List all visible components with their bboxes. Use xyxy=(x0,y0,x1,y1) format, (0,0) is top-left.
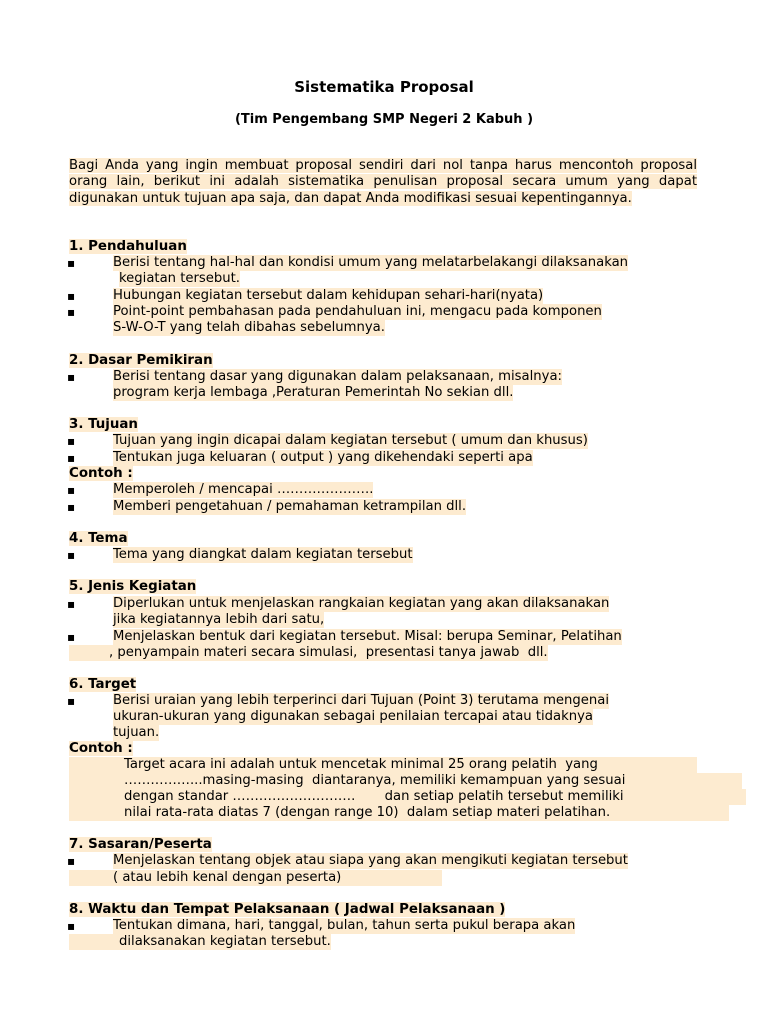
contoh-label: Contoh : xyxy=(69,466,133,481)
section-heading-tujuan: 3. Tujuan xyxy=(69,417,138,432)
section-heading-sasaran: 7. Sasaran/Peserta xyxy=(69,837,212,852)
list-item-continuation: S-W-O-T yang telah dibahas sebelumnya. xyxy=(113,320,385,335)
list-item-continuation: jika kegiatannya lebih dari satu, xyxy=(113,612,325,627)
bullet-marker: ▪ xyxy=(67,434,76,448)
example-line: Target acara ini adalah untuk mencetak minimal 25 orang pelatih yang xyxy=(69,757,697,773)
section-heading-waktu-tempat: 8. Waktu dan Tempat Pelaksanaan ( Jadwal Pelaksanaan ) xyxy=(69,902,506,917)
list-item: Berisi tentang hal-hal dan kondisi umum yang melatarbelakangi dilaksanakan xyxy=(113,255,629,270)
list-item: Diperlukan untuk menjelaskan rangkaian kegiatan yang akan dilaksanakan xyxy=(113,596,610,611)
list-item: Berisi uraian yang lebih terperinci dari Tujuan (Point 3) terutama mengenai xyxy=(113,693,609,708)
list-item-continuation: dilaksanakan kegiatan tersebut. xyxy=(69,934,331,950)
section-heading-jenis-kegiatan: 5. Jenis Kegiatan xyxy=(69,579,197,594)
bullet-marker: ▪ xyxy=(67,305,76,319)
list-item: Tentukan dimana, hari, tanggal, bulan, tahun serta pukul berapa akan xyxy=(113,918,576,933)
section-heading-target: 6. Target xyxy=(69,677,137,692)
list-item-continuation: ( atau lebih kenal dengan peserta) xyxy=(69,870,442,886)
document-title: Sistematika Proposal xyxy=(294,78,474,96)
contoh-label: Contoh : xyxy=(69,741,133,756)
section-heading-pendahuluan: 1. Pendahuluan xyxy=(69,239,187,254)
list-item: Tema yang diangkat dalam kegiatan tersebut xyxy=(113,547,413,562)
list-item: Point-point pembahasan pada pendahuluan ini, mengacu pada komponen xyxy=(113,304,602,319)
bullet-marker: ▪ xyxy=(67,630,76,644)
section-heading-dasar-pemikiran: 2. Dasar Pemikiran xyxy=(69,353,213,368)
bullet-marker: ▪ xyxy=(67,256,76,270)
bullet-marker: ▪ xyxy=(67,370,76,384)
document-subtitle: (Tim Pengembang SMP Negeri 2 Kabuh ) xyxy=(234,112,534,127)
list-item-continuation: tujuan. xyxy=(113,725,160,740)
list-item: Tentukan juga keluaran ( output ) yang dikehendaki seperti apa xyxy=(113,450,533,465)
example-line: nilai rata-rata diatas 7 (dengan range 10) dalam setiap materi pelatihan. xyxy=(69,805,729,821)
bullet-marker: ▪ xyxy=(67,500,76,514)
bullet-marker: ▪ xyxy=(67,289,76,303)
list-item: Hubungan kegiatan tersebut dalam kehidupan sehari-hari(nyata) xyxy=(113,288,544,303)
list-item: Memberi pengetahuan / pemahaman ketrampilan dll. xyxy=(113,499,467,514)
example-line: ……………...masing-masing diantaranya, memiliki kemampuan yang sesuai xyxy=(69,773,742,789)
bullet-marker: ▪ xyxy=(67,854,76,868)
list-item: Menjelaskan bentuk dari kegiatan tersebut. Misal: berupa Seminar, Pelatihan xyxy=(113,629,622,644)
list-item: Memperoleh / mencapai …………………. xyxy=(113,482,374,497)
section-heading-tema: 4. Tema xyxy=(69,531,128,546)
intro-paragraph xyxy=(69,158,697,207)
bullet-marker: ▪ xyxy=(67,597,76,611)
list-item: Tujuan yang ingin dicapai dalam kegiatan tersebut ( umum dan khusus) xyxy=(113,433,588,448)
bullet-marker: ▪ xyxy=(67,483,76,497)
list-item-continuation: , penyampain materi secara simulasi, presentasi tanya jawab dll. xyxy=(69,645,548,661)
bullet-marker: ▪ xyxy=(67,451,76,465)
list-item: Berisi tentang dasar yang digunakan dalam pelaksanaan, misalnya: xyxy=(113,369,562,384)
bullet-marker: ▪ xyxy=(67,548,76,562)
list-item-continuation: ukuran-ukuran yang digunakan sebagai penilaian tercapai atau tidaknya xyxy=(113,709,594,724)
example-line: dengan standar ………………………. dan setiap pelatih tersebut memiliki xyxy=(69,789,746,805)
bullet-marker: ▪ xyxy=(67,694,76,708)
bullet-marker: ▪ xyxy=(67,919,76,933)
list-item-continuation: kegiatan tersebut. xyxy=(119,271,240,286)
list-item-continuation: program kerja lembaga ,Peraturan Pemerintah No sekian dll. xyxy=(113,385,514,400)
intro-text: Bagi Anda yang ingin membuat proposal sendiri dari nol tanpa harus mencontoh proposal orang lain, berikut ini adalah sistematika penulisan proposal secara umum yang dapat digunakan untuk tujuan apa saja, dan dapat Anda modifikasi sesuai kepentingannya. xyxy=(69,158,697,206)
list-item: Menjelaskan tentang objek atau siapa yang akan mengikuti kegiatan tersebut xyxy=(113,853,628,868)
